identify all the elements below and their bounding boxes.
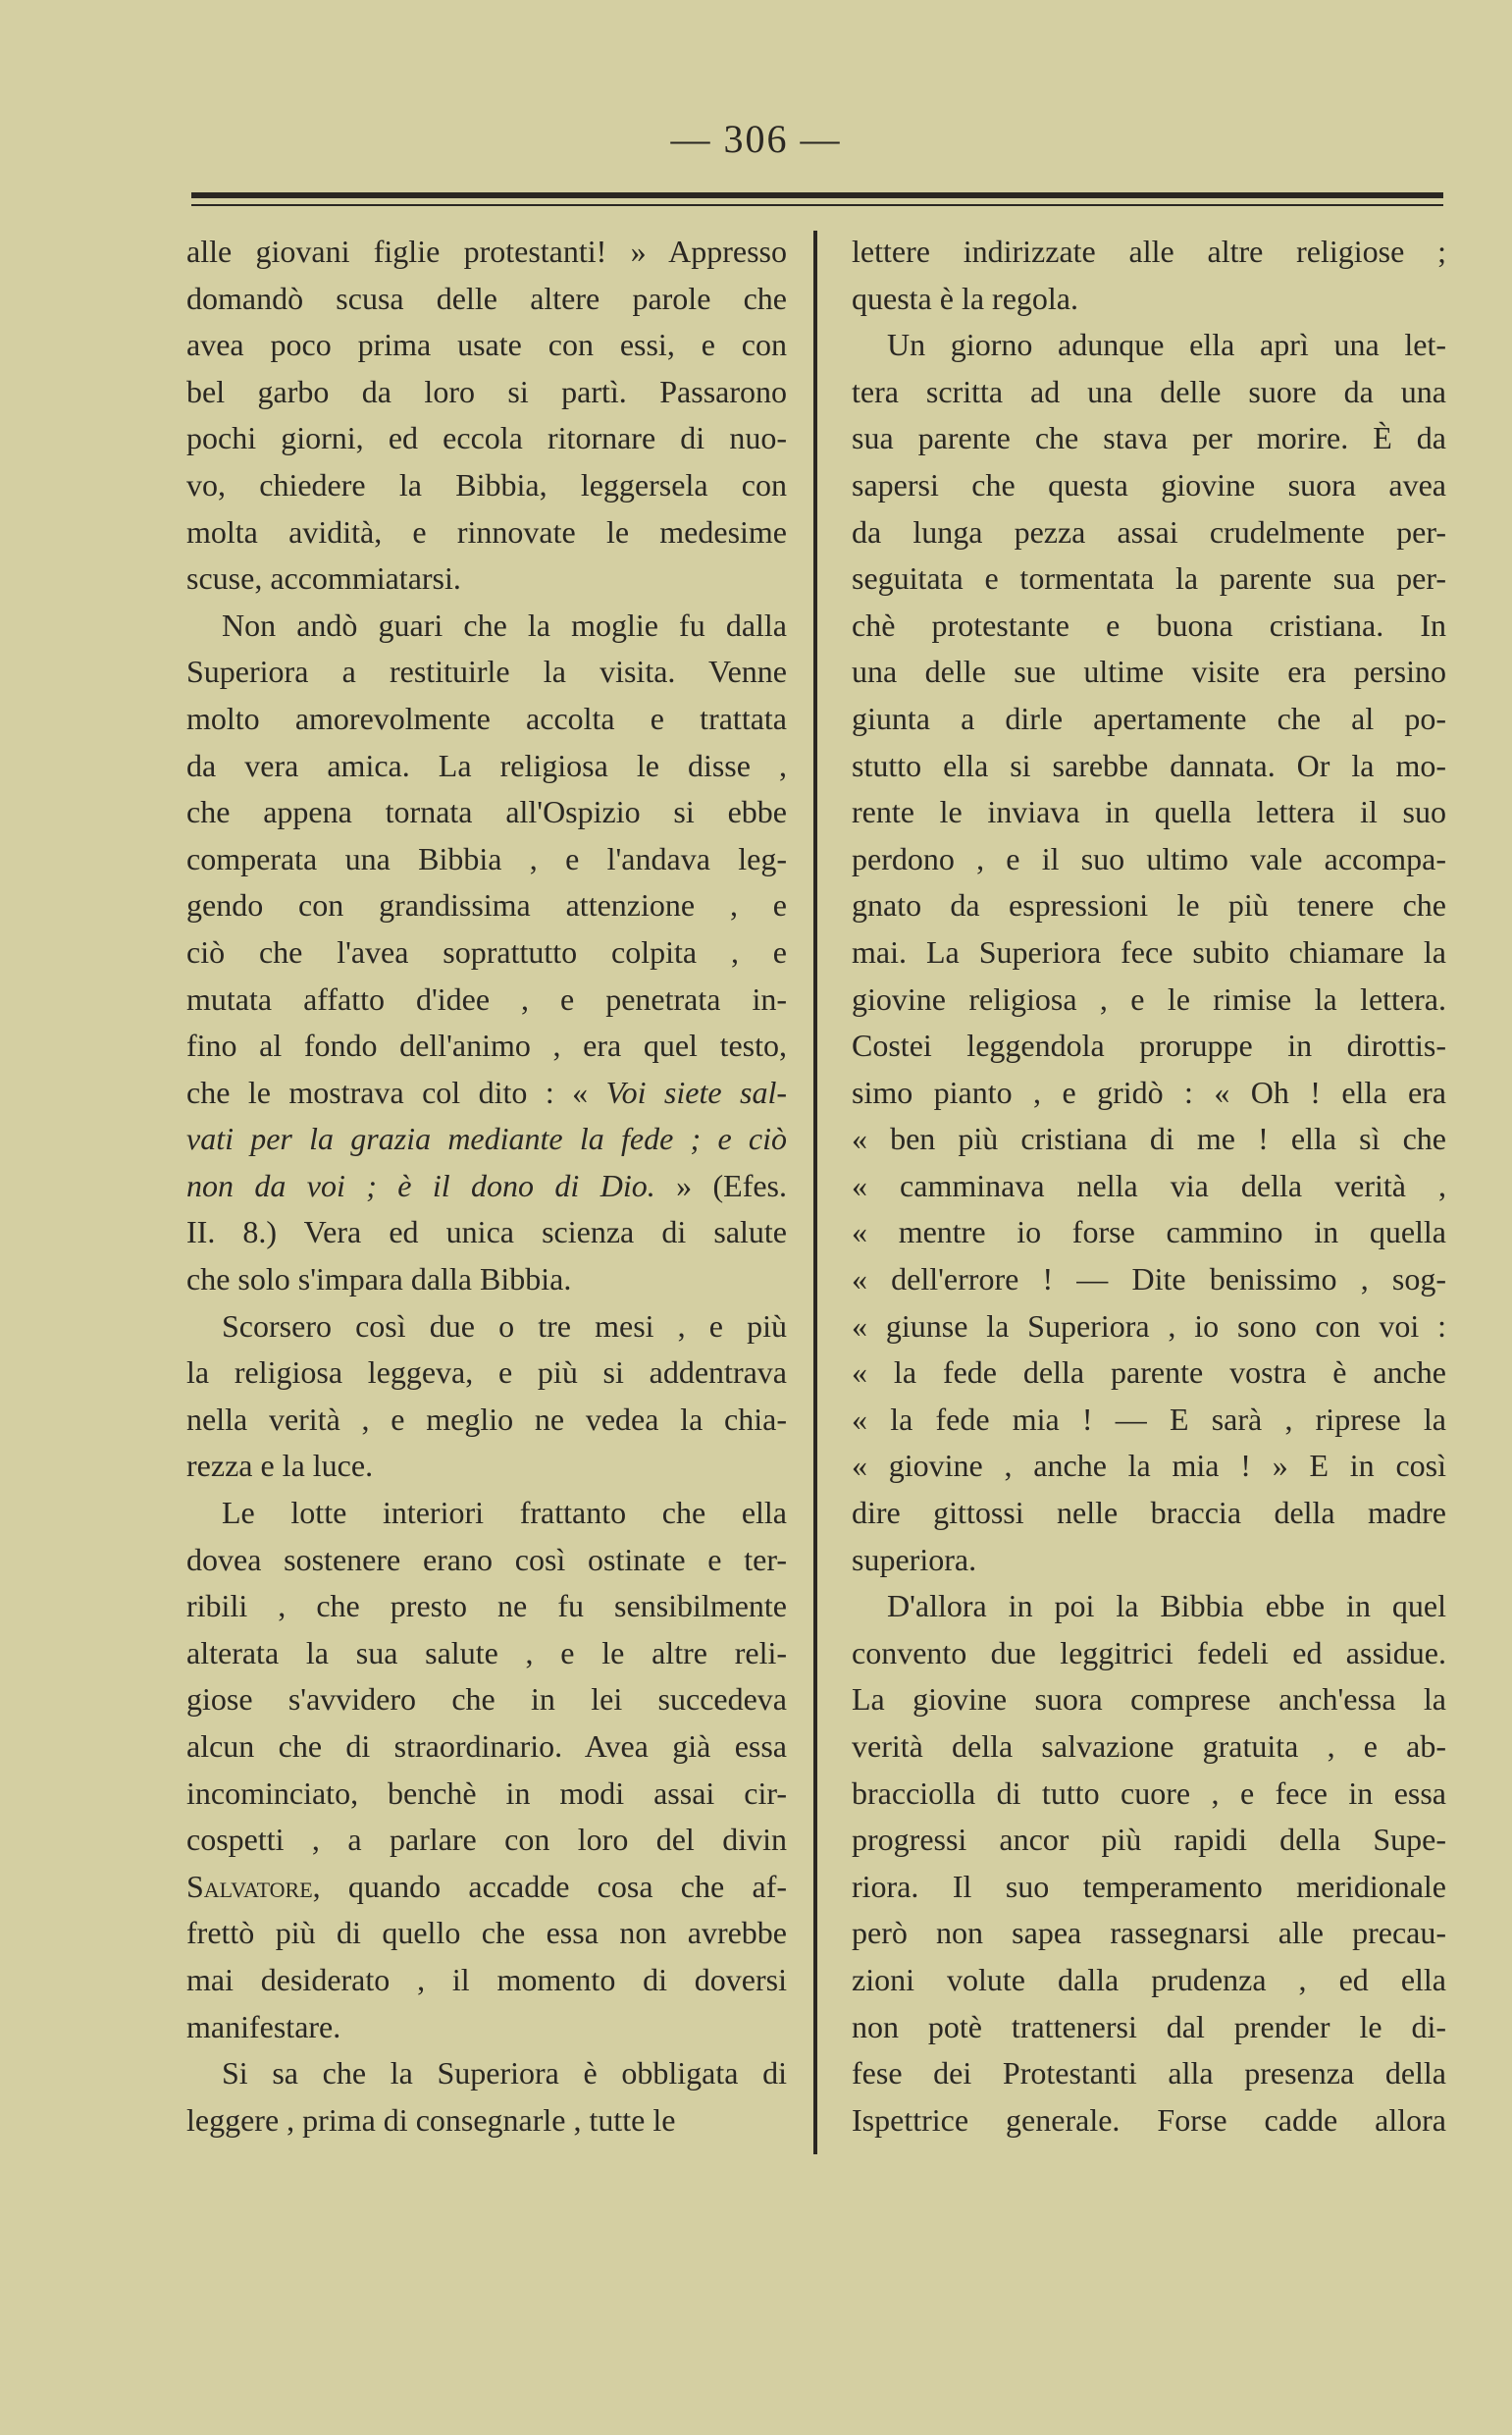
text-run: però non sapea rassegnarsi alle precau- [852,1915,1446,1951]
text-run: vati per la grazia mediante la fede ; e ciò [186,1121,787,1157]
text-line [186,1864,787,1911]
text-run: cospetti , a parlare con loro del divin [186,1822,787,1858]
text-run: chè protestante e buona cristiana. In [852,607,1446,643]
text-run: Salvatore [186,1868,313,1904]
text-run: leggere , prima di consegnarle , tutte le [186,2101,676,2138]
text-run: zioni volute dalla prudenza , ed ella [852,1961,1446,1997]
text-run: mai desiderato , il momento di doversi [186,1961,787,1997]
text-run: giovine religiosa , e le rimise la lettera. [852,980,1446,1017]
text-run: scuse, accommiatarsi. [186,560,461,597]
text-line [852,1116,1446,1163]
left-text-column [186,229,787,2144]
text-line [852,1723,1446,1771]
text-line [186,229,787,276]
text-line [852,415,1446,462]
text-line [186,2004,787,2051]
text-run: da lunga pezza assai crudelmente per- [852,513,1446,550]
text-line [852,1771,1446,1818]
text-run: nella verità , e meglio ne vedea la chia- [186,1401,787,1437]
text-run: « la fede della parente vostra è anche [852,1354,1446,1391]
text-line [186,1163,787,1210]
text-line [186,1723,787,1771]
text-run: gendo con grandissima attenzione , e [186,887,787,924]
text-line [852,2004,1446,2051]
text-line [186,276,787,323]
text-line [186,509,787,556]
text-run: , quando accadde cosa che af- [312,1868,787,1904]
text-run: molta avidità, e rinnovate le medesime [186,513,787,550]
text-run: perdono , e il suo ultimo vale accompa- [852,840,1446,876]
text-run: progressi ancor più rapidi della Supe- [852,1822,1446,1858]
text-line [186,1537,787,1584]
text-run: avea poco prima usate con essi, e con [186,327,787,363]
text-line [186,603,787,650]
text-run: « dell'errore ! — Dite benissimo , sog- [852,1261,1446,1297]
text-run: Costei leggendola proruppe in dirottis- [852,1028,1446,1064]
text-line [186,1023,787,1070]
text-line [186,1910,787,1957]
text-run: « giovine , anche la mia ! » E in così [852,1448,1446,1484]
text-run: Non andò guari che la moglie fu dalla [222,607,787,643]
text-line [852,1209,1446,1256]
text-run: frettò più di quello che essa non avrebbe [186,1915,787,1951]
text-run: II. 8.) Vera ed unica scienza di salute [186,1214,787,1250]
text-line [186,1350,787,1397]
text-run: Superiora a restituirle la visita. Venne [186,654,787,690]
text-run: « mentre io forse cammino in quella [852,1214,1446,1250]
text-run: superiora. [852,1541,977,1577]
text-line [852,1023,1446,1070]
text-run: rezza e la luce. [186,1448,374,1484]
text-line [186,789,787,836]
text-run: « la fede mia ! — E sarà , riprese la [852,1401,1446,1437]
text-run: che solo s'impara dalla Bibbia. [186,1261,572,1297]
text-run: mai. La Superiora fece subito chiamare la [852,933,1446,970]
text-run: seguitata e tormentata la parente sua per- [852,560,1446,597]
text-run: pochi giorni, ed eccola ritornare di nuo- [186,420,787,456]
text-line [186,1583,787,1630]
text-run: Si sa che la Superiora è obbligata di [222,2055,787,2091]
text-line [852,1256,1446,1303]
text-run: una delle sue ultime visite era persino [852,654,1446,690]
text-line [186,649,787,696]
text-line [852,1583,1446,1630]
text-line [852,1443,1446,1490]
text-line [852,1303,1446,1350]
text-line [852,1163,1446,1210]
text-run: dire gittossi nelle braccia della madre [852,1495,1446,1531]
text-line [852,1537,1446,1584]
text-line [186,696,787,743]
text-line [852,882,1446,929]
text-run: alterata la sua salute , e le altre reli- [186,1634,787,1670]
text-line [186,1771,787,1818]
text-line [186,2050,787,2097]
text-run: sapersi che questa giovine suora avea [852,466,1446,503]
text-run: domandò scusa delle altere parole che [186,280,787,316]
text-line [186,1443,787,1490]
text-line [852,649,1446,696]
text-line [852,1630,1446,1677]
text-line [852,789,1446,836]
text-line [186,369,787,416]
text-run: fino al fondo dell'animo , era quel testo, [186,1028,787,1064]
text-line [852,322,1446,369]
right-text-column [852,229,1446,2144]
text-run: Voi siete sal- [605,1074,788,1110]
text-line [852,1350,1446,1397]
text-run: D'allora in poi la Bibbia ebbe in quel [887,1588,1446,1624]
text-run: che le mostrava col dito : « [186,1074,606,1110]
text-line [852,977,1446,1024]
text-line [186,1397,787,1444]
text-line [186,415,787,462]
text-line [852,1817,1446,1864]
text-run: « camminava nella via della verità , [852,1167,1446,1203]
text-run: lettere indirizzate alle altre religiose ; [852,234,1446,269]
text-line [852,603,1446,650]
text-line [186,556,787,603]
text-line [186,1817,787,1864]
text-line [186,1676,787,1723]
header-rule-thin [191,204,1443,206]
text-run: molto amorevolmente accolta e trattata [186,700,787,736]
text-run: incominciato, benchè in modi assai cir- [186,1774,787,1811]
text-line [186,462,787,509]
header-rule-thick [191,192,1443,198]
text-run: alle giovani figlie protestanti! » Appresso [186,234,787,269]
text-run: non potè trattenersi dal prender le di- [852,2008,1446,2044]
text-line [852,2050,1446,2097]
text-line [852,369,1446,416]
text-line [186,1957,787,2004]
text-line [852,1676,1446,1723]
text-run: dovea sostenere erano così ostinate e ter- [186,1541,787,1577]
text-line [186,322,787,369]
text-line [852,696,1446,743]
text-run: Le lotte interiori frattanto che ella [222,1495,787,1531]
text-line [852,2097,1446,2144]
text-run: stutto ella si sarebbe dannata. Or la mo- [852,747,1446,783]
text-run: tera scritta ad una delle suore da una [852,373,1446,409]
text-run: ciò che l'avea soprattutto colpita , e [186,933,787,970]
page-number: — 306 — [670,117,842,161]
text-run: « giunse la Superiora , io sono con voi : [852,1307,1446,1344]
text-run: Scorsero così due o tre mesi , e più [222,1307,787,1344]
text-run: giunta a dirle apertamente che al po- [852,700,1446,736]
text-line [186,882,787,929]
text-run: alcun che di straordinario. Avea già essa [186,1728,787,1764]
text-run: mutata affatto d'idee , e penetrata in- [186,980,787,1017]
text-run: comperata una Bibbia , e l'andava leg- [186,840,787,876]
text-line [186,1490,787,1537]
text-line [852,229,1446,276]
text-run: manifestare. [186,2008,341,2044]
text-line [186,1209,787,1256]
text-line [186,1303,787,1350]
column-divider [813,231,817,2154]
text-run: bel garbo da loro si partì. Passarono [186,373,787,409]
text-run: non da voi ; è il dono di Dio. [186,1167,655,1203]
text-run: da vera amica. La religiosa le disse , [186,747,787,783]
text-run: la religiosa leggeva, e più si addentrava [186,1354,787,1391]
text-run: » (Efes. [654,1167,788,1203]
text-line [186,977,787,1024]
text-run: sua parente che stava per morire. È da [852,420,1446,456]
text-line [852,1070,1446,1117]
text-run: gnato da espressioni le più tenere che [852,887,1446,924]
text-run: convento due leggitrici fedeli ed assidue. [852,1634,1446,1670]
text-line [852,1490,1446,1537]
text-line [852,556,1446,603]
text-run: riora. Il suo temperamento meridionale [852,1868,1446,1904]
text-line [186,1070,787,1117]
text-line [186,836,787,883]
text-line [186,929,787,977]
text-line [186,1116,787,1163]
text-line [852,1957,1446,2004]
text-line [852,1910,1446,1957]
text-run: verità della salvazione gratuita , e ab- [852,1728,1446,1764]
text-run: bracciolla di tutto cuore , e fece in essa [852,1774,1446,1811]
text-run: vo, chiedere la Bibbia, leggersela con [186,466,787,503]
text-line [186,1256,787,1303]
text-run: questa è la regola. [852,280,1078,316]
text-run: Un giorno adunque ella aprì una let- [887,327,1446,363]
text-line [852,1864,1446,1911]
text-line [852,509,1446,556]
text-run: giose s'avvidero che in lei succedeva [186,1681,787,1718]
text-run: ribili , che presto ne fu sensibilmente [186,1588,787,1624]
text-line [852,836,1446,883]
text-run: La giovine suora comprese anch'essa la [852,1681,1446,1718]
text-line [186,743,787,790]
text-run: fese dei Protestanti alla presenza della [852,2055,1446,2091]
text-line [186,2097,787,2144]
text-run: rente le inviava in quella lettera il suo [852,794,1446,830]
text-run: « ben più cristiana di me ! ella sì che [852,1121,1446,1157]
text-run: che appena tornata all'Ospizio si ebbe [186,794,787,830]
text-line [852,276,1446,323]
text-line [186,1630,787,1677]
text-run: Ispettrice generale. Forse cadde allora [852,2101,1446,2138]
text-line [852,1397,1446,1444]
text-line [852,929,1446,977]
text-line [852,743,1446,790]
text-line [852,462,1446,509]
text-run: simo pianto , e gridò : « Oh ! ella era [852,1074,1446,1110]
